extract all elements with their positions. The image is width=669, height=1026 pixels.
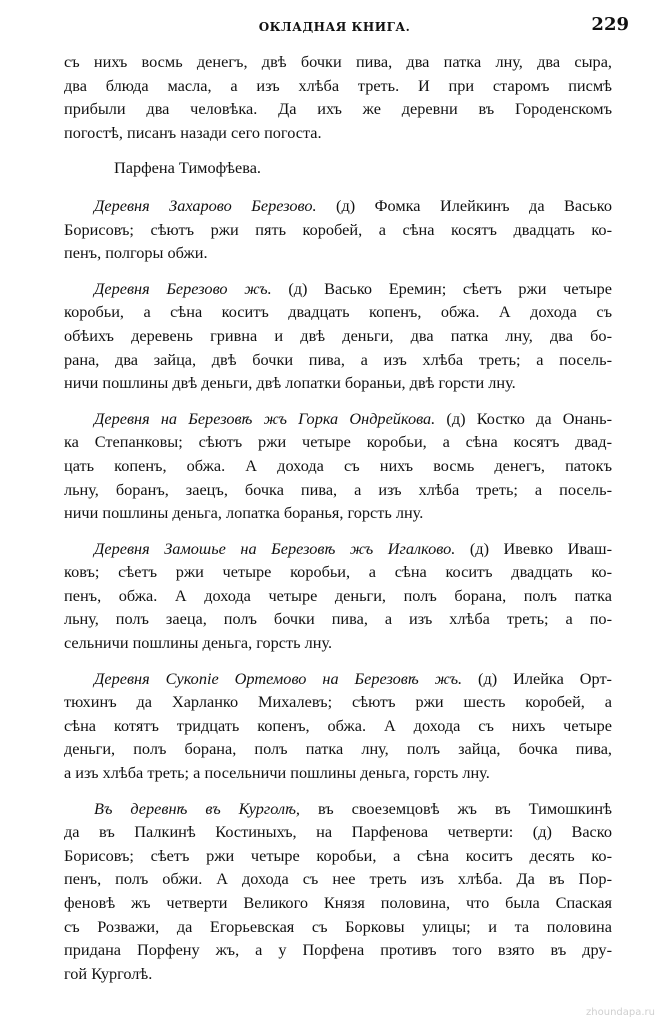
text-line — [64, 324, 612, 348]
line-text: придана Порфену жъ, а у Порфена противъ того взято въ дру- — [64, 940, 612, 960]
text-line — [64, 737, 612, 761]
text-line — [64, 714, 612, 738]
text-line — [64, 962, 612, 986]
page-body-text — [64, 50, 612, 997]
paragraph — [64, 797, 612, 986]
entry-lead: Деревня Захарово Березово. — [94, 195, 317, 215]
text-line — [64, 501, 612, 525]
text-line — [64, 631, 612, 655]
line-text: ка Степанковы; сѣютъ ржи четыре коробьи, а сѣна косятъ двад- — [64, 432, 612, 452]
text-line — [64, 915, 612, 939]
text-line — [64, 300, 612, 324]
line-text: деньги, полъ борана, полъ патка лну, полъ зайца, бочка пива, — [64, 739, 612, 759]
entry-lead: Деревня Сукопіе Ортемово на Березовѣ жъ. — [94, 668, 463, 688]
text-line — [64, 218, 612, 242]
line-text: пенъ, полгоры обжи. — [64, 243, 208, 263]
text-line — [64, 938, 612, 962]
line-text: съ нихъ восмь денегъ, двѣ бочки пива, два патка лну, два сыра, — [64, 52, 612, 71]
line-text: пенъ, обжа. А дохода четыре деньги, полъ борана, полъ патка — [64, 585, 612, 605]
line-text: (д) Костко да Онань- — [435, 408, 612, 428]
paragraph — [64, 667, 612, 785]
text-line — [64, 584, 612, 608]
line-text: льну, полъ заеца, полъ бочки пива, а изъ хлѣба треть; а по- — [64, 609, 612, 629]
line-text: прибыли два человѣка. Да ихъ же деревни въ Городенскомъ — [64, 99, 612, 119]
text-line — [64, 891, 612, 915]
line-text: да въ Палкинѣ Костиныхъ, на Парфенова четверти: (д) Васко — [64, 822, 612, 842]
entry-lead: Деревня на Березовѣ жъ Горка Ондрейкова. — [94, 408, 436, 428]
line-text: ковъ; сѣетъ ржи четыре коробьи, а сѣна коситъ двадцать ко- — [64, 562, 612, 582]
text-line — [64, 797, 612, 821]
text-line — [64, 667, 612, 691]
line-text: (д) Фомка Илейкинъ да Васько — [316, 195, 612, 215]
text-line — [64, 820, 612, 844]
line-text: коробьи, а сѣна коситъ двадцать копенъ, обжа. А дохода съ — [64, 302, 612, 322]
line-text: (д) Илейка Орт- — [462, 668, 612, 688]
paragraph — [64, 50, 612, 144]
running-head — [0, 14, 669, 36]
paragraph — [64, 537, 612, 655]
line-text: сельничи пошлины деньга, горсть лну. — [64, 633, 333, 653]
line-text: ничи пошлины деньга, лопатка боранья, горсть лну. — [64, 503, 424, 523]
entry-lead: Деревня Замошье на Березовѣ жъ Игалково. — [94, 538, 456, 558]
text-line — [64, 690, 612, 714]
line-text: съ Розважи, да Егорьевская съ Борковы улицы; и та половина — [64, 916, 612, 936]
text-line — [64, 74, 612, 98]
text-line — [64, 371, 612, 395]
text-line — [64, 454, 612, 478]
line-text: Борисовъ; сѣютъ ржи пять коробей, а сѣна косятъ двадцать ко- — [64, 219, 612, 239]
line-text: рана, два зайца, двѣ бочки пива, а изъ хлѣба треть; а посель- — [64, 349, 612, 369]
line-text: тюхинъ да Харланко Михалевъ; сѣютъ ржи шесть коробей, а — [64, 692, 612, 712]
entry-lead: Въ деревнѣ въ Курголѣ, — [94, 798, 300, 818]
line-text: Борисовъ; сѣетъ ржи четыре коробьи, а сѣна коситъ десять ко- — [64, 845, 612, 865]
text-line — [64, 537, 612, 561]
line-text: пенъ, полъ обжи. А дохода съ нее треть изъ хлѣба. Да въ Пор- — [64, 869, 612, 889]
line-text: обѣихъ деревень гривна и двѣ деньги, два патка лну, два бо- — [64, 325, 612, 345]
section-heading — [64, 156, 612, 180]
text-line — [64, 97, 612, 121]
line-text: (д) Васько Еремин; сѣетъ ржи четыре — [271, 278, 612, 298]
text-line — [64, 607, 612, 631]
section-heading-text: Парфена Тимофѣева. — [114, 158, 261, 178]
line-text: (д) Ивевко Иваш- — [455, 538, 612, 558]
text-line — [64, 560, 612, 584]
line-text: два блюда масла, а изъ хлѣба треть. И при старомъ писмѣ — [64, 75, 612, 95]
text-line — [64, 478, 612, 502]
text-line — [64, 407, 612, 431]
text-line — [64, 194, 612, 218]
site-watermark: zhoundapa.ru — [586, 1007, 655, 1018]
entry-lead: Деревня Березово жъ. — [94, 278, 272, 298]
page-number: 229 — [591, 14, 629, 35]
line-text: феновѣ жъ четверти Великого Князя половина, что была Спаская — [64, 893, 612, 912]
line-text: погостѣ, писанъ назади сего погоста. — [64, 122, 322, 142]
line-text: сѣна котятъ тридцать копенъ, обжа. А дохода съ нихъ четыре — [64, 715, 612, 735]
text-line — [64, 348, 612, 372]
paragraph — [64, 277, 612, 395]
line-text: льну, боранъ, заецъ, бочка пива, а изъ хлѣба треть; а посель- — [64, 479, 612, 499]
line-text: ничи пошлины двѣ деньги, двѣ лопатки бораньи, двѣ горсти лну. — [64, 373, 516, 393]
line-text: а изъ хлѣба треть; а посельничи пошлины деньга, горсть лну. — [64, 763, 490, 783]
text-line — [64, 761, 612, 785]
text-line — [64, 430, 612, 454]
paragraph — [64, 194, 612, 265]
text-line — [64, 277, 612, 301]
text-line — [64, 867, 612, 891]
text-line — [64, 241, 612, 265]
text-line — [64, 844, 612, 868]
paragraph — [64, 407, 612, 525]
line-text: въ своеземцовѣ жъ въ Тимошкинѣ — [300, 798, 612, 818]
running-head-title: ОКЛАДНАЯ КНИГА. — [258, 20, 411, 34]
text-line — [64, 121, 612, 145]
text-line — [64, 50, 612, 74]
line-text: гой Курголѣ. — [64, 963, 153, 983]
line-text: цать копенъ, обжа. А дохода съ нихъ восмь денегъ, патокъ — [64, 455, 612, 475]
